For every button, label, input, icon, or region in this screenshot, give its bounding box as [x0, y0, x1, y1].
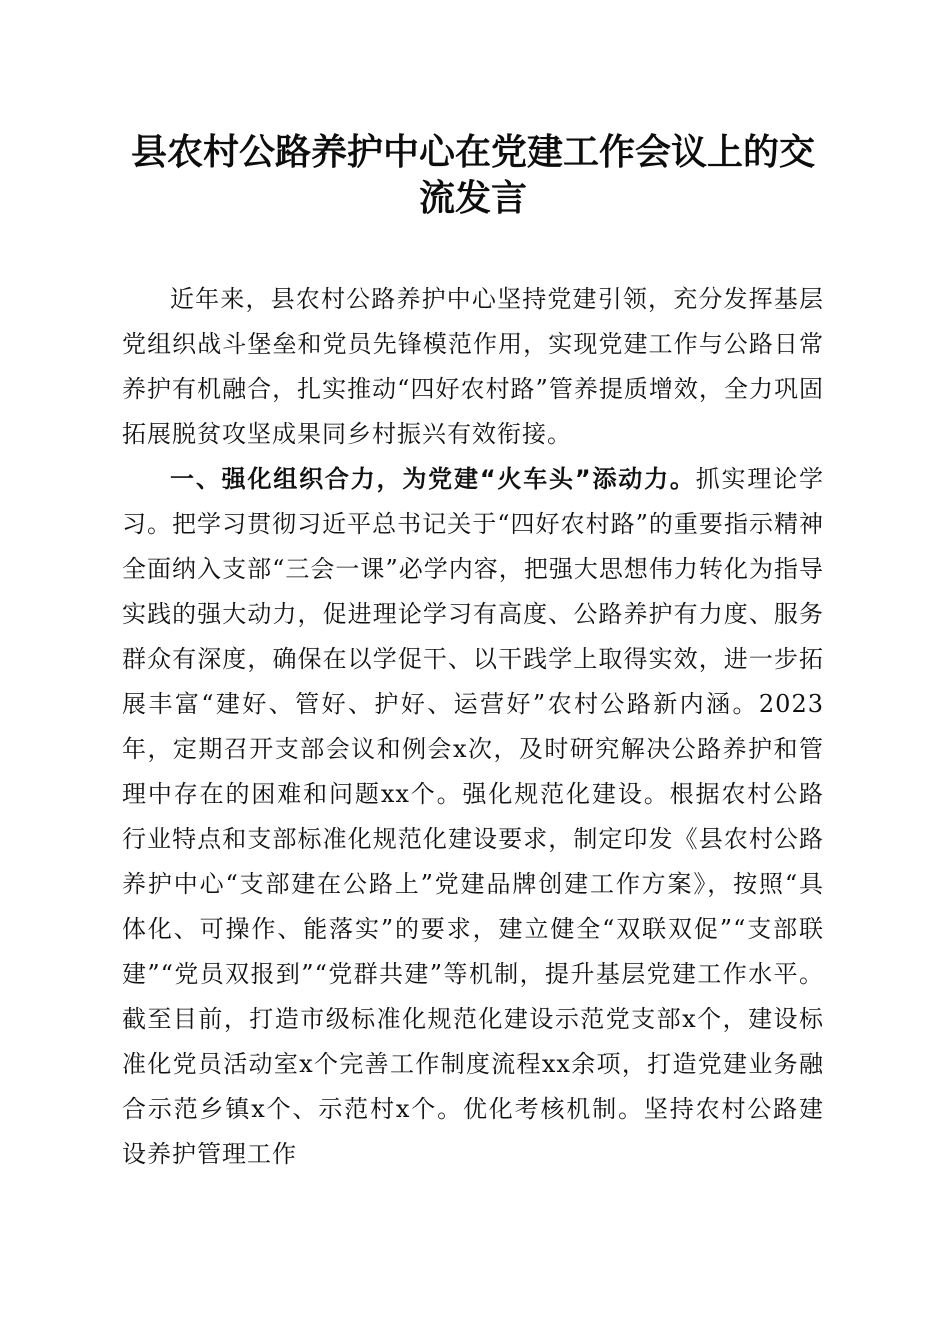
paragraph-intro — [122, 277, 824, 457]
document-body — [122, 277, 824, 1177]
document-title: 县农村公路养护中心在党建工作会议上的交流发言 — [130, 132, 815, 219]
paragraph-intro-text: 近年来，县农村公路养护中心坚持党建引领，充分发挥基层党组织战斗堡垒和党员先锋模范作用，实现党建工作与公路日常养护有机融合，扎实推动“四好农村路”管养提质增效，全力巩固拓展脱贫攻坚成果同乡村振兴有效衔接。 — [122, 285, 824, 448]
section-one-heading: 一、强化组织合力，为党建“火车头”添动力。 — [170, 465, 696, 493]
section-one-text: 抓实理论学习。把学习贯彻习近平总书记关于“四好农村路”的重要指示精神全面纳入支部“三会一课”必学内容，把强大思想伟力转化为指导实践的强大动力，促进理论学习有高度、公路养护有力度、服务群众有深度，确保在以学促干、以干践学上取得实效，进一步拓展丰富“建好、管好、护好、运营好”农村公路新内涵。2023年，定期召开支部会议和例会x次，及时研究解决公路养护和管理中存在的困难和问题xx个。强化规范化建设。根据农村公路行业特点和支部标准化规范化建设要求，制定印发《县农村公路养护中心“支部建在公路上”党建品牌创建工作方案》，按照“具体化、可操作、能落实”的要求，建立健全“双联双促”“支部联建”“党员双报到”“党群共建”等机制，提升基层党建工作水平。截至目前，打造市级标准化规范化建设示范党支部x个，建设标准化党员活动室x个完善工作制度流程xx余项，打造党建业务融合示范乡镇x个、示范村x个。优化考核机制。坚持农村公路建设养护管理工作 — [122, 465, 825, 1168]
paragraph-section-one — [122, 457, 824, 1177]
